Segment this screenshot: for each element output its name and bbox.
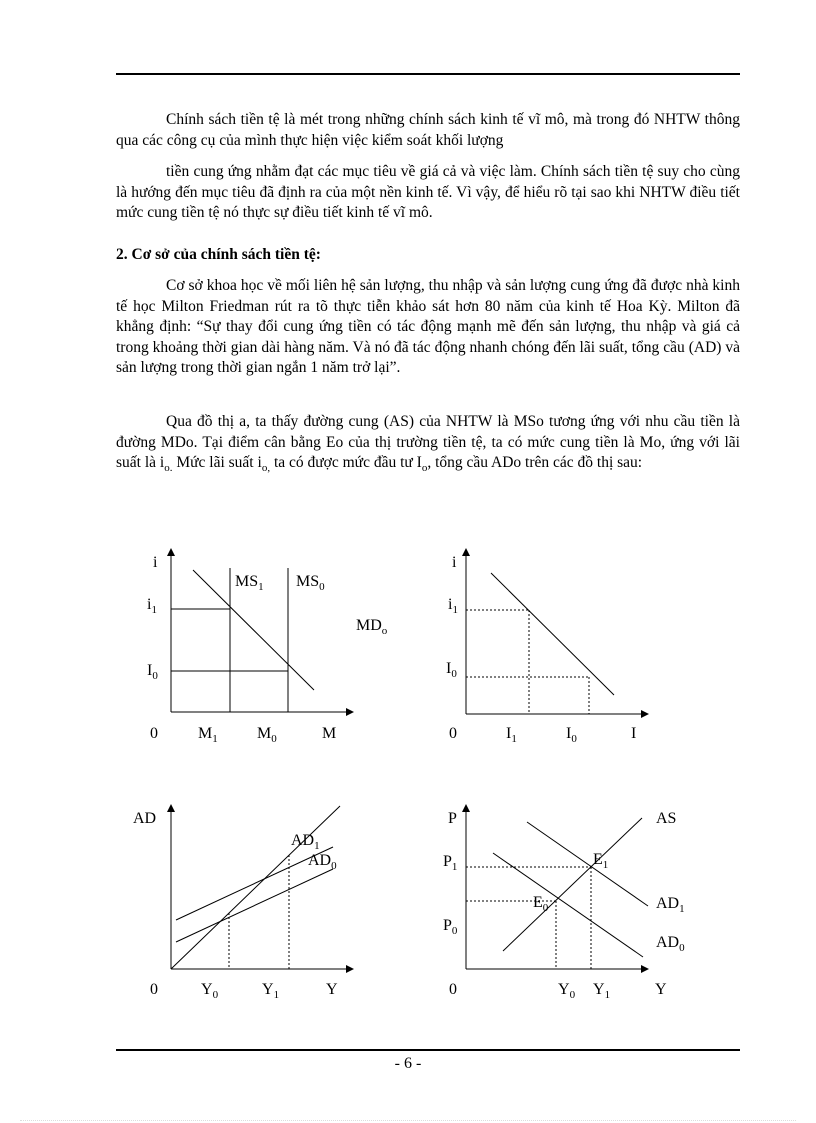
y0-label: $Y_0$ <box>201 981 219 1001</box>
m1-label: $M_1$ <box>198 725 218 745</box>
ad0-line <box>493 853 643 957</box>
ms1-label: $MS_1$ <box>235 573 264 593</box>
paragraph-2: tiền cung ứng nhằm đạt các mục tiêu về giá cả và việc làm. Chính sách tiền tệ suy cho cùng là hướng đến mục tiêu đã định ra của một nền kinh tế. Vì vậy, để hiểu rõ tại sao khi NHTW điều tiết mức cung tiền tệ nó thực sự điều tiết kinh tế vĩ mô. <box>116 163 740 221</box>
ad1-line <box>527 822 648 906</box>
price-ad1-label: $AD_1$ <box>656 895 685 915</box>
investment-i0-label: $I_0$ <box>446 660 457 680</box>
price-ad0-label: $AD_0$ <box>656 934 685 954</box>
ad0-line <box>176 869 333 942</box>
section-heading: 2. Cơ sở của chính sách tiền tệ: <box>116 246 321 263</box>
investment-x-axis-label: I <box>631 725 637 742</box>
price-x-axis-label: Y <box>655 981 667 998</box>
ad-x-axis-label: Y <box>326 981 338 998</box>
ms0-label: $MS_0$ <box>296 573 325 593</box>
as-label: AS <box>656 810 677 827</box>
ad-origin: 0 <box>150 981 158 998</box>
page-number: - 6 - <box>394 1055 422 1072</box>
footer-rule <box>116 1049 740 1051</box>
investment-y-axis-label: i <box>452 554 457 571</box>
investment-origin: 0 <box>449 725 457 742</box>
y1-label: $Y_1$ <box>262 981 280 1001</box>
e0-label: $E_0$ <box>533 894 549 914</box>
money-i0-label: $I_0$ <box>147 662 158 682</box>
ad1-label: $AD_1$ <box>291 832 320 852</box>
p1-label: $P_1$ <box>443 853 458 873</box>
subscript: o. <box>164 462 173 475</box>
money-origin: 0 <box>150 725 158 742</box>
investment-i1-label: $i_1$ <box>448 596 458 616</box>
price-y-axis-label: P <box>448 810 457 827</box>
ad-y-axis-label: AD <box>133 810 157 827</box>
md-label: $MD_o$ <box>356 617 388 637</box>
money-i1-label: $i_1$ <box>147 596 157 616</box>
price-origin: 0 <box>449 981 457 998</box>
price-graph <box>466 808 648 969</box>
ad-graph <box>171 806 350 969</box>
money-x-axis-label: M <box>322 725 337 742</box>
page-edge <box>20 1120 796 1121</box>
inv0-label: $I_0$ <box>566 725 577 745</box>
price-y1-label: $Y_1$ <box>593 981 611 1001</box>
paragraph-3: Cơ sở khoa học về mối liên hệ sản lượng, thu nhập và sản lượng cung ứng đã được nhà kinh tế học Milton Friedman rút ra tõ thực tiễn khảo sát hơn 80 năm của kinh tế Hoa Kỳ. Milton đã khẳng định: “Sự thay đổi cung ứng tiền có tác động mạnh mẽ đến sản lượng, thu nhập và giá cả trong khoảng thời gian dài hàng năm. Và nó đã tác động nhanh chóng đến lãi suất, tổng cầu (AD) và sản lượng trong thời gian ngắn 1 năm trở lại”. <box>116 277 740 376</box>
inv1-label: $I_1$ <box>506 725 517 745</box>
ad0-label: $AD_0$ <box>308 852 337 872</box>
subscript: o <box>421 462 428 475</box>
paragraph-4: Qua đồ thị a, ta thấy đường cung (AS) của NHTW là MSo tương ứng với nhu cầu tiền là đường MDo. Tại điểm cân bằng Eo của thị trường tiền tệ, ta có mức cung tiền là Mo, ứng với lãi suất là $i_{o.}$ Mức lãi suất $i_{o,}$ ta có được mức đầu tư $I_o$, tổng cầu ADo trên các đồ thị sau: <box>116 413 740 475</box>
subscript: o, <box>261 462 271 475</box>
m0-label: $M_0$ <box>257 725 277 745</box>
paragraph-1: Chính sách tiền tệ là mét trong những chính sách kinh tế vĩ mô, mà trong đó NHTW thông qua các công cụ của mình thực hiện việc kiểm soát khối lượng <box>116 111 740 149</box>
e1-label: $E_1$ <box>593 851 609 871</box>
45-degree-line <box>171 806 340 969</box>
money-market-graph <box>171 552 350 712</box>
money-y-axis-label: i <box>153 554 158 571</box>
investment-graph <box>466 552 645 714</box>
price-y0-label: $Y_0$ <box>558 981 576 1001</box>
investment-demand-line <box>491 573 614 695</box>
p0-label: $P_0$ <box>443 917 458 937</box>
as-line <box>503 818 642 951</box>
